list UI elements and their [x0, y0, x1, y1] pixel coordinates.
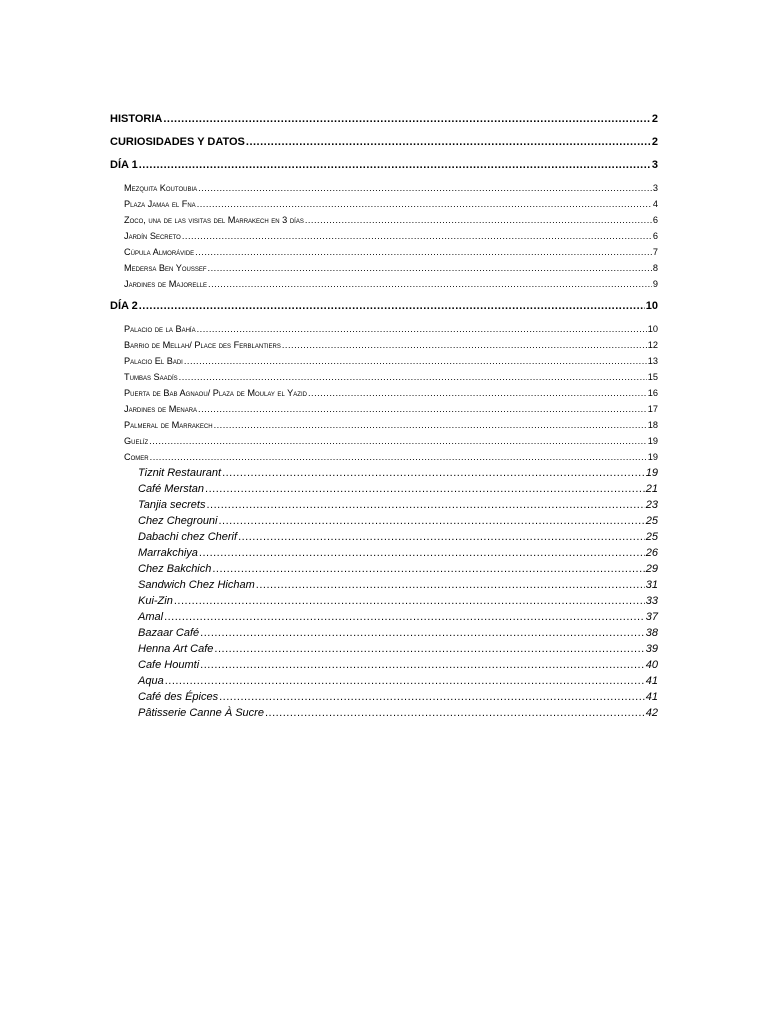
toc-entry-title: Medersa Ben Youssef [124, 263, 207, 273]
toc-entry-palacio-el-badi[interactable] [110, 353, 658, 369]
dot-leader [150, 449, 647, 465]
dot-leader [256, 577, 645, 593]
toc-entry-title: Pâtisserie Canne À Sucre [138, 707, 264, 719]
toc-entry-plaza-jamaa-el-fna[interactable] [110, 196, 658, 212]
toc-entry-page: 39 [645, 643, 658, 655]
toc-entry-title: Palacio de la Bahía [124, 324, 196, 334]
toc-entry-page: 41 [645, 675, 658, 687]
toc-entry-title: Guelíz [124, 436, 149, 446]
dot-leader [219, 689, 645, 705]
dot-leader [265, 705, 645, 721]
toc-entry-title: Mezquita Koutoubia [124, 183, 198, 193]
toc-entry-jardines-de-majorelle[interactable] [110, 276, 658, 292]
toc-entry-mezquita-koutoubia[interactable] [110, 180, 658, 196]
toc-entry-gueliz[interactable] [110, 433, 658, 449]
toc-entry-page: 4 [652, 199, 658, 209]
toc-entry-title: Henna Art Cafe [138, 643, 214, 655]
toc-entry-cafe-houmti[interactable] [110, 657, 658, 673]
dot-leader [195, 244, 652, 260]
toc-entry-page: 10 [645, 300, 658, 312]
toc-entry-title: Marrakchiya [138, 547, 198, 559]
toc-entry-page: 13 [647, 356, 658, 366]
toc-entry-title: Tanjia secrets [138, 499, 206, 511]
toc-entry-kui-zin[interactable] [110, 593, 658, 609]
toc-entry-title: Jardín Secreto [124, 231, 181, 241]
toc-entry-title: Dabachi chez Cherif [138, 531, 238, 543]
dot-leader [212, 561, 644, 577]
toc-entry-comer[interactable] [110, 449, 658, 465]
toc-entry-title: Tiznit Restaurant [138, 467, 222, 479]
toc-entry-title: Bazaar Café [138, 627, 200, 639]
toc-entry-aqua[interactable] [110, 673, 658, 689]
toc-entry-page: 18 [647, 420, 658, 430]
toc-entry-palacio-de-la-bahia[interactable] [110, 321, 658, 337]
toc-entry-page: 25 [645, 515, 658, 527]
toc-entry-title: DÍA 1 [110, 159, 138, 171]
dot-leader [139, 158, 651, 173]
dot-leader [282, 337, 647, 353]
toc-entry-page: 6 [652, 215, 658, 225]
table-of-contents [110, 112, 658, 721]
toc-entry-chez-chegrouni[interactable] [110, 513, 658, 529]
toc-entry-palmeral-de-marrakech[interactable] [110, 417, 658, 433]
dot-leader [198, 401, 647, 417]
toc-entry-page: 19 [647, 436, 658, 446]
dot-leader [238, 529, 645, 545]
toc-entry-tanjia-secrets[interactable] [110, 497, 658, 513]
dot-leader [208, 260, 652, 276]
toc-entry-puerta-de-bab-agnaou[interactable] [110, 385, 658, 401]
toc-entry-page: 2 [651, 113, 658, 125]
toc-entry-patisserie-canne-a-sucre[interactable] [110, 705, 658, 721]
toc-entry-title: Tumbas Saadís [124, 372, 178, 382]
toc-entry-page: 38 [645, 627, 658, 639]
toc-entry-page: 19 [645, 467, 658, 479]
toc-entry-title: Palacio El Badi [124, 356, 183, 366]
toc-entry-title: Comer [124, 452, 149, 462]
toc-entry-page: 21 [645, 483, 658, 495]
toc-entry-cupula-almoravide[interactable] [110, 244, 658, 260]
toc-entry-dia-2[interactable] [110, 299, 658, 314]
toc-entry-henna-art-cafe[interactable] [110, 641, 658, 657]
toc-entry-dia-1[interactable] [110, 158, 658, 173]
dot-leader [219, 513, 645, 529]
dot-leader [208, 276, 652, 292]
toc-entry-page: 17 [647, 404, 658, 414]
toc-entry-title: Café Merstan [138, 483, 205, 495]
toc-entry-zoco[interactable] [110, 212, 658, 228]
toc-entry-page: 15 [647, 372, 658, 382]
toc-entry-page: 3 [652, 183, 658, 193]
toc-entry-page: 12 [647, 340, 658, 350]
toc-entry-page: 19 [647, 452, 658, 462]
toc-entry-medersa-ben-youssef[interactable] [110, 260, 658, 276]
toc-entry-title: Aqua [138, 675, 164, 687]
dot-leader [179, 369, 647, 385]
toc-entry-page: 3 [651, 159, 658, 171]
dot-leader [222, 465, 645, 481]
dot-leader [139, 299, 645, 314]
dot-leader [206, 497, 644, 513]
dot-leader [200, 657, 645, 673]
toc-entry-page: 25 [645, 531, 658, 543]
toc-entry-title: Chez Chegrouni [138, 515, 218, 527]
toc-entry-tiznit-restaurant[interactable] [110, 465, 658, 481]
toc-entry-title: Barrio de Mellah/ Place des Ferblantiers [124, 340, 281, 350]
toc-entry-page: 8 [652, 263, 658, 273]
dot-leader [199, 545, 645, 561]
dot-leader [163, 112, 651, 127]
dot-leader [174, 593, 645, 609]
toc-entry-title: Café des Épices [138, 691, 219, 703]
toc-entry-page: 33 [645, 595, 658, 607]
toc-entry-jardines-de-menara[interactable] [110, 401, 658, 417]
toc-entry-dabachi-chez-cherif[interactable] [110, 529, 658, 545]
dot-leader [184, 353, 647, 369]
dot-leader [308, 385, 647, 401]
dot-leader [214, 641, 644, 657]
toc-entry-chez-bakchich[interactable] [110, 561, 658, 577]
toc-entry-page: 23 [645, 499, 658, 511]
toc-entry-title: Chez Bakchich [138, 563, 212, 575]
toc-entry-title: Jardines de Majorelle [124, 279, 208, 289]
toc-entry-title: Sandwich Chez Hicham [138, 579, 255, 591]
toc-entry-page: 6 [652, 231, 658, 241]
toc-entry-title: HISTORIA [110, 113, 163, 125]
dot-leader [149, 433, 647, 449]
toc-entry-page: 42 [645, 707, 658, 719]
toc-entry-cafe-merstan[interactable] [110, 481, 658, 497]
dot-leader [197, 321, 647, 337]
dot-leader [182, 228, 652, 244]
toc-entry-title: Plaza Jamaa el Fna [124, 199, 196, 209]
toc-entry-title: Kui-Zin [138, 595, 173, 607]
toc-entry-jardin-secreto[interactable] [110, 228, 658, 244]
toc-entry-page: 7 [652, 247, 658, 257]
toc-entry-title: CURIOSIDADES Y DATOS [110, 136, 245, 148]
toc-entry-title: Zoco, una de las visitas del Marrakech en 3 días [124, 215, 304, 225]
toc-entry-page: 16 [647, 388, 658, 398]
dot-leader [214, 417, 647, 433]
dot-leader [198, 180, 652, 196]
dot-leader [305, 212, 652, 228]
toc-entry-title: Cúpula Almorávide [124, 247, 195, 257]
dot-leader [200, 625, 645, 641]
toc-entry-title: Puerta de Bab Agnaou/ Plaza de Moulay el Yazid [124, 388, 307, 398]
toc-entry-page: 41 [645, 691, 658, 703]
toc-entry-title: Amal [138, 611, 164, 623]
dot-leader [164, 609, 645, 625]
toc-entry-page: 9 [652, 279, 658, 289]
dot-leader [165, 673, 645, 689]
toc-entry-bazaar-cafe[interactable] [110, 625, 658, 641]
toc-entry-page: 31 [645, 579, 658, 591]
dot-leader [205, 481, 645, 497]
dot-leader [197, 196, 652, 212]
toc-entry-tumbas-saadis[interactable] [110, 369, 658, 385]
toc-entry-marrakchiya[interactable] [110, 545, 658, 561]
toc-entry-title: Cafe Houmti [138, 659, 200, 671]
dot-leader [246, 135, 651, 150]
toc-entry-sandwich-chez-hicham[interactable] [110, 577, 658, 593]
toc-entry-barrio-de-mellah[interactable] [110, 337, 658, 353]
toc-entry-amal[interactable] [110, 609, 658, 625]
toc-entry-page: 26 [645, 547, 658, 559]
toc-entry-page: 10 [647, 324, 658, 334]
toc-entry-page: 2 [651, 136, 658, 148]
toc-entry-historia[interactable] [110, 112, 658, 127]
toc-entry-page: 37 [645, 611, 658, 623]
toc-entry-cafe-des-epices[interactable] [110, 689, 658, 705]
toc-entry-page: 29 [645, 563, 658, 575]
toc-entry-title: Jardines de Menara [124, 404, 198, 414]
toc-entry-page: 40 [645, 659, 658, 671]
toc-entry-title: Palmeral de Marrakech [124, 420, 213, 430]
toc-entry-curiosidades[interactable] [110, 135, 658, 150]
toc-entry-title: DÍA 2 [110, 300, 138, 312]
